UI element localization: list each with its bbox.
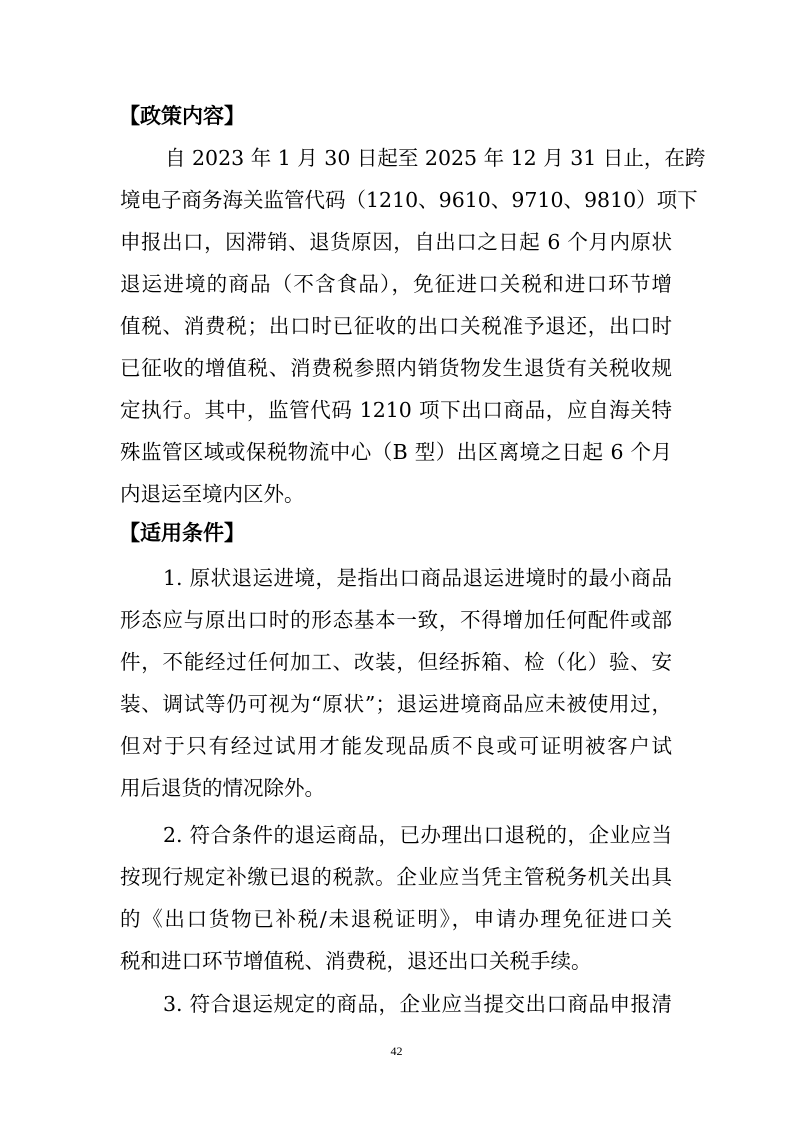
paragraph-line: 退运进境的商品（不含食品），免征进口关税和进口环节增 [120, 272, 672, 296]
paragraph-line: 但对于只有经过试用才能发现品质不良或可证明被客户试 [120, 734, 672, 758]
section-heading-applicable-conditions: 【适用条件】 [119, 521, 245, 545]
paragraph-line: 1. 原状退运进境，是指出口商品退运进境时的最小商品 [163, 566, 672, 590]
paragraph-line: 3. 符合退运规定的商品，企业应当提交出口商品申报清 [163, 992, 672, 1016]
paragraph-line: 自 2023 年 1 月 30 日起至 2025 年 12 月 31 日止，在跨 [165, 146, 706, 170]
paragraph-line: 境电子商务海关监管代码（1210、9610、9710、9810）项下 [120, 188, 698, 212]
paragraph-line: 形态应与原出口时的形态基本一致，不得增加任何配件或部 [120, 608, 672, 632]
paragraph-line: 税和进口环节增值税、消费税，退还出口关税手续。 [120, 949, 592, 973]
paragraph-line: 定执行。其中，监管代码 1210 项下出口商品，应自海关特 [120, 398, 672, 422]
paragraph-line: 件，不能经过任何加工、改装，但经拆箱、检（化）验、安 [120, 650, 672, 674]
paragraph-line: 已征收的增值税、消费税参照内销货物发生退货有关税收规 [120, 356, 672, 380]
paragraph-line: 申报出口，因滞销、退货原因，自出口之日起 6 个月内原状 [120, 230, 672, 254]
paragraph-line: 的《出口货物已补税/未退税证明》，申请办理免征进口关 [120, 907, 672, 931]
paragraph-line: 用后退货的情况除外。 [120, 776, 325, 800]
paragraph-line: 值税、消费税；出口时已征收的出口关税准予退还，出口时 [120, 314, 672, 338]
paragraph-line: 按现行规定补缴已退的税款。企业应当凭主管税务机关出具 [120, 865, 672, 889]
paragraph-line: 殊监管区域或保税物流中心（B 型）出区离境之日起 6 个月 [120, 440, 672, 464]
section-heading-policy-content: 【政策内容】 [119, 104, 245, 128]
paragraph-line: 2. 符合条件的退运商品，已办理出口退税的，企业应当 [163, 823, 672, 847]
paragraph-line: 装、调试等仍可视为“原状”；退运进境商品应未被使用过， [120, 692, 672, 716]
page-number: 42 [390, 1044, 403, 1058]
paragraph-line: 内退运至境内区外。 [120, 482, 305, 506]
